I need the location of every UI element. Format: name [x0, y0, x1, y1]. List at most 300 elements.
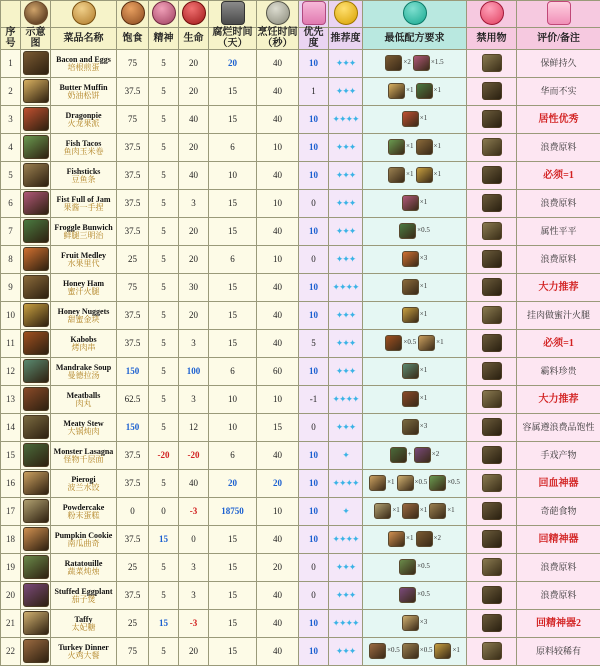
- rot-time-value: 15: [209, 190, 257, 218]
- ingredient: ×3: [402, 419, 427, 435]
- note-text: 回血神器: [517, 470, 600, 498]
- dish-name-cell: [51, 358, 117, 386]
- cook-time-value: 10: [257, 498, 299, 526]
- banned-cell: [467, 190, 517, 218]
- table-row: [1, 134, 600, 162]
- dish-name-cell: [51, 638, 117, 666]
- banned-cell: [467, 582, 517, 610]
- sanity-value: 0: [149, 498, 179, 526]
- table-row: [1, 442, 600, 470]
- sanity-value: -20: [149, 442, 179, 470]
- dish-name-cell: [51, 470, 117, 498]
- dish-name-en: Mandrake Soup: [51, 364, 116, 372]
- health-value: 100: [179, 358, 209, 386]
- clock-icon: [209, 1, 257, 28]
- ingredient: ×1: [416, 83, 441, 99]
- dish-name-cell: [51, 274, 117, 302]
- hunger-value: 37.5: [117, 442, 149, 470]
- ingredient: ×0.5: [397, 475, 428, 491]
- rot-time-value: 10: [209, 162, 257, 190]
- cook-time-value: 40: [257, 302, 299, 330]
- recommend-stars: ✦✦✦: [329, 78, 363, 106]
- row-index: 18: [1, 526, 21, 554]
- header-index: 序号: [1, 28, 21, 50]
- banned-cell: [467, 414, 517, 442]
- recommend-stars: ✦✦✦: [329, 582, 363, 610]
- rot-time-value: 15: [209, 78, 257, 106]
- min-recipe-cell: [363, 498, 467, 526]
- dish-name-cell: [51, 442, 117, 470]
- cross-icon: [467, 1, 517, 28]
- sanity-value: 15: [149, 610, 179, 638]
- banned-cell: [467, 386, 517, 414]
- health-value: 20: [179, 134, 209, 162]
- recommend-stars: ✦✦✦: [329, 302, 363, 330]
- min-recipe-cell: [363, 78, 467, 106]
- cook-time-value: 40: [257, 78, 299, 106]
- cook-time-value: 40: [257, 442, 299, 470]
- row-index: 17: [1, 498, 21, 526]
- table-row: [1, 330, 600, 358]
- note-text: 浪费原料: [517, 246, 600, 274]
- dish-name-en: Pierogi: [51, 476, 116, 484]
- hunger-value: 37.5: [117, 162, 149, 190]
- priority-value: 0: [299, 414, 329, 442]
- header-notes: 评价/备注: [517, 28, 600, 50]
- table-row: [1, 470, 600, 498]
- banned-cell: [467, 554, 517, 582]
- dish-name-cn: 南瓜曲奇: [51, 540, 116, 548]
- table-row: [1, 638, 600, 666]
- recommend-stars: ✦: [329, 442, 363, 470]
- dish-thumbnail: [21, 554, 51, 582]
- priority-value: 0: [299, 246, 329, 274]
- banned-cell: [467, 106, 517, 134]
- dish-name-en: Ratatouille: [51, 560, 116, 568]
- health-value: 20: [179, 50, 209, 78]
- health-value: 3: [179, 190, 209, 218]
- banned-cell: [467, 330, 517, 358]
- cook-time-value: 40: [257, 274, 299, 302]
- dish-thumbnail: [21, 218, 51, 246]
- dish-name-cn: 鲜腿三明治: [51, 232, 116, 240]
- cook-time-value: 20: [257, 470, 299, 498]
- table-row: [1, 498, 600, 526]
- row-index: 5: [1, 162, 21, 190]
- cook-time-value: 60: [257, 358, 299, 386]
- min-recipe-cell: [363, 274, 467, 302]
- ingredient: ×0.5: [429, 475, 460, 491]
- rot-time-value: 15: [209, 106, 257, 134]
- health-value: 0: [179, 526, 209, 554]
- dish-thumbnail: [21, 498, 51, 526]
- priority-value: 10: [299, 358, 329, 386]
- dish-thumbnail: [21, 246, 51, 274]
- dish-name-cell: [51, 190, 117, 218]
- table-row: [1, 554, 600, 582]
- recommend-stars: ✦✦✦✦: [329, 470, 363, 498]
- dish-thumbnail: [21, 358, 51, 386]
- hunger-value: 37.5: [117, 190, 149, 218]
- row-index: 3: [1, 106, 21, 134]
- health-value: 12: [179, 414, 209, 442]
- min-recipe-cell: [363, 386, 467, 414]
- dish-name-cn: 粉末蛋糕: [51, 512, 116, 520]
- cook-time-value: 10: [257, 134, 299, 162]
- min-recipe-cell: [363, 582, 467, 610]
- dish-name-en: Kabobs: [51, 336, 116, 344]
- ingredient: ×1: [434, 643, 459, 659]
- priority-value: -1: [299, 386, 329, 414]
- dish-name-cell: [51, 610, 117, 638]
- sanity-value: 5: [149, 638, 179, 666]
- ingredient: ×3: [402, 251, 427, 267]
- hunger-value: 75: [117, 274, 149, 302]
- rot-time-value: 15: [209, 582, 257, 610]
- rot-time-value: 15: [209, 526, 257, 554]
- sanity-value: 5: [149, 582, 179, 610]
- health-value: 3: [179, 554, 209, 582]
- cook-time-value: 40: [257, 218, 299, 246]
- cook-time-value: 40: [257, 610, 299, 638]
- banned-cell: [467, 498, 517, 526]
- dish-thumbnail: [21, 106, 51, 134]
- row-index: 20: [1, 582, 21, 610]
- rot-time-value: 6: [209, 134, 257, 162]
- table-row: [1, 162, 600, 190]
- header-sanity: 精神: [149, 28, 179, 50]
- min-recipe-cell: [363, 134, 467, 162]
- header-icon-blank: [1, 1, 21, 28]
- skull-icon: [257, 1, 299, 28]
- dish-name-cell: [51, 162, 117, 190]
- rot-time-value: 15: [209, 638, 257, 666]
- sanity-value: 5: [149, 330, 179, 358]
- dish-name-cn: 水果里代: [51, 260, 116, 268]
- banned-cell: [467, 78, 517, 106]
- ingredient: ×1: [369, 475, 394, 491]
- dish-name-en: Pumpkin Cookie: [51, 532, 116, 540]
- row-index: 7: [1, 218, 21, 246]
- dish-name-cn: 蜜汁火腿: [51, 288, 116, 296]
- sanity-value: 5: [149, 386, 179, 414]
- recommend-stars: ✦✦✦: [329, 358, 363, 386]
- dish-name-cn: 甜蜜金块: [51, 316, 116, 324]
- note-text: 居性优秀: [517, 106, 600, 134]
- row-index: 19: [1, 554, 21, 582]
- table-row: [1, 414, 600, 442]
- health-value: 40: [179, 162, 209, 190]
- dish-name-cn: 豆鱼条: [51, 176, 116, 184]
- min-recipe-cell: [363, 330, 467, 358]
- banned-cell: [467, 526, 517, 554]
- dish-name-cn: 果酱一手捏: [51, 204, 116, 212]
- note-text: 属性平平: [517, 218, 600, 246]
- star-icon: [329, 1, 363, 28]
- ingredient: ×0.5: [385, 335, 416, 351]
- dish-name-cn: 烤肉串: [51, 344, 116, 352]
- header-icon-thumbnail: [21, 1, 51, 28]
- priority-value: 1: [299, 78, 329, 106]
- health-value: 20: [179, 246, 209, 274]
- priority-value: 0: [299, 190, 329, 218]
- min-recipe-cell: [363, 414, 467, 442]
- note-text: 浪费原料: [517, 190, 600, 218]
- banned-cell: [467, 274, 517, 302]
- min-recipe-cell: [363, 526, 467, 554]
- hunger-value: 150: [117, 414, 149, 442]
- dish-name-cn: 怪物千层面: [51, 456, 116, 464]
- health-value: 3: [179, 330, 209, 358]
- dish-thumbnail: [21, 414, 51, 442]
- header-icon-row: [1, 1, 600, 28]
- banned-cell: [467, 134, 517, 162]
- note-text: 必须=1: [517, 330, 600, 358]
- rot-time-value: 6: [209, 442, 257, 470]
- dish-name-en: Meatballs: [51, 392, 116, 400]
- hunger-value: 75: [117, 50, 149, 78]
- dish-thumbnail: [21, 162, 51, 190]
- cook-time-value: 40: [257, 162, 299, 190]
- dish-name-en: Meaty Stew: [51, 420, 116, 428]
- rot-time-value: 20: [209, 470, 257, 498]
- dish-name-cn: 茄子煲: [51, 596, 116, 604]
- min-recipe-cell: [363, 470, 467, 498]
- table-row: [1, 78, 600, 106]
- ingredient: ×1: [416, 167, 441, 183]
- ingredient: +: [390, 447, 412, 463]
- health-value: 20: [179, 218, 209, 246]
- priority-value: 10: [299, 106, 329, 134]
- dish-name-en: Bacon and Eggs: [51, 56, 116, 64]
- sanity-value: 5: [149, 470, 179, 498]
- header-priority: 优先度: [299, 28, 329, 50]
- priority-value: 10: [299, 274, 329, 302]
- dish-name-en: Honey Ham: [51, 280, 116, 288]
- health-value: 30: [179, 274, 209, 302]
- ingredient: ×3: [402, 615, 427, 631]
- table-row: [1, 610, 600, 638]
- dish-thumbnail: [21, 582, 51, 610]
- dish-thumbnail: [21, 386, 51, 414]
- sanity-value: 5: [149, 358, 179, 386]
- ingredient: ×1: [402, 111, 427, 127]
- priority-value: 0: [299, 554, 329, 582]
- cook-time-value: 15: [257, 414, 299, 442]
- banned-cell: [467, 442, 517, 470]
- hunger-value: 25: [117, 246, 149, 274]
- ingredient: ×1: [374, 503, 399, 519]
- rot-time-value: 10: [209, 414, 257, 442]
- ingredient: ×1: [388, 531, 413, 547]
- rot-time-value: 20: [209, 50, 257, 78]
- note-text: 浪费原料: [517, 134, 600, 162]
- cook-time-value: 40: [257, 50, 299, 78]
- lock-icon: [299, 1, 329, 28]
- cook-time-value: 40: [257, 330, 299, 358]
- dish-name-cn: 波兰水饺: [51, 484, 116, 492]
- ingredient: ×1.5: [413, 55, 444, 71]
- recommend-stars: ✦✦✦✦: [329, 106, 363, 134]
- cook-time-value: 20: [257, 554, 299, 582]
- min-recipe-cell: [363, 610, 467, 638]
- cook-time-value: 40: [257, 582, 299, 610]
- note-text: 容属遵浪费品饱性: [517, 414, 600, 442]
- recommend-stars: ✦✦✦: [329, 162, 363, 190]
- priority-value: 10: [299, 610, 329, 638]
- cook-time-value: 10: [257, 386, 299, 414]
- dish-name-cell: [51, 498, 117, 526]
- dish-name-cn: 大锅炖肉: [51, 428, 116, 436]
- ingredient: ×1: [402, 195, 427, 211]
- cook-time-value: 40: [257, 638, 299, 666]
- table-row: [1, 218, 600, 246]
- dish-name-cell: [51, 526, 117, 554]
- sanity-value: 5: [149, 162, 179, 190]
- min-recipe-cell: [363, 190, 467, 218]
- dish-name-en: Powdercake: [51, 504, 116, 512]
- hunger-value: 37.5: [117, 78, 149, 106]
- note-text: 霸料珍贵: [517, 358, 600, 386]
- recommend-stars: ✦✦✦: [329, 414, 363, 442]
- table-row: [1, 582, 600, 610]
- note-text: 回精神器2: [517, 610, 600, 638]
- row-index: 14: [1, 414, 21, 442]
- priority-value: 5: [299, 330, 329, 358]
- health-value: -20: [179, 442, 209, 470]
- sanity-value: 5: [149, 106, 179, 134]
- row-index: 16: [1, 470, 21, 498]
- cook-time-value: 10: [257, 246, 299, 274]
- sanity-value: 5: [149, 190, 179, 218]
- note-text: 浪费原料: [517, 582, 600, 610]
- ingredient: ×2: [414, 447, 439, 463]
- dish-name-cell: [51, 134, 117, 162]
- dish-thumbnail: [21, 330, 51, 358]
- min-recipe-cell: [363, 162, 467, 190]
- ingredient: ×0.5: [369, 643, 400, 659]
- cook-time-value: 40: [257, 526, 299, 554]
- health-value: 3: [179, 582, 209, 610]
- header-label-row: [1, 28, 600, 50]
- hunger-value: 37.5: [117, 470, 149, 498]
- ingredient: ×1: [402, 391, 427, 407]
- row-index: 11: [1, 330, 21, 358]
- dish-name-cn: 奶油松饼: [51, 92, 116, 100]
- rot-time-value: 6: [209, 358, 257, 386]
- health-value: 3: [179, 386, 209, 414]
- banned-cell: [467, 358, 517, 386]
- sanity-value: 5: [149, 78, 179, 106]
- banned-cell: [467, 50, 517, 78]
- table-row: [1, 246, 600, 274]
- table-row: [1, 190, 600, 218]
- dish-thumbnail: [21, 50, 51, 78]
- heart-icon: [179, 1, 209, 28]
- ingredient: ×1: [388, 167, 413, 183]
- row-index: 13: [1, 386, 21, 414]
- row-index: 4: [1, 134, 21, 162]
- hunger-value: 75: [117, 106, 149, 134]
- note-text: 挂肉做蜜汁火腿: [517, 302, 600, 330]
- min-recipe-cell: [363, 106, 467, 134]
- min-recipe-cell: [363, 302, 467, 330]
- table-row: [1, 386, 600, 414]
- row-index: 2: [1, 78, 21, 106]
- header-thumbnail: 示意图: [21, 28, 51, 50]
- dish-thumbnail: [21, 302, 51, 330]
- dish-name-en: Fist Full of Jam: [51, 196, 116, 204]
- hunger-value: 37.5: [117, 330, 149, 358]
- dish-name-en: Stuffed Eggplant: [51, 588, 116, 596]
- header-cook-time: 烹饪时间（秒）: [257, 28, 299, 50]
- row-index: 12: [1, 358, 21, 386]
- priority-value: 10: [299, 526, 329, 554]
- banned-cell: [467, 246, 517, 274]
- sanity-value: 15: [149, 526, 179, 554]
- dish-name-cn: 肉丸: [51, 400, 116, 408]
- priority-value: 10: [299, 442, 329, 470]
- dish-name-en: Fruit Medley: [51, 252, 116, 260]
- health-value: -3: [179, 610, 209, 638]
- scroll-icon: [517, 1, 600, 28]
- header-min-recipe: 最低配方要求: [363, 28, 467, 50]
- priority-value: 10: [299, 470, 329, 498]
- dish-thumbnail: [21, 274, 51, 302]
- ingredient: ×1: [402, 363, 427, 379]
- hunger-value: 37.5: [117, 134, 149, 162]
- rot-time-value: 6: [209, 246, 257, 274]
- ingredient: ×1: [418, 335, 443, 351]
- ingredient: ×1: [388, 139, 413, 155]
- dish-name-cn: 曼德拉汤: [51, 372, 116, 380]
- dish-name-cell: [51, 218, 117, 246]
- sanity-value: 5: [149, 554, 179, 582]
- dish-name-en: Taffy: [51, 616, 116, 624]
- ingredient: ×1: [402, 279, 427, 295]
- note-text: 奇葩食物: [517, 498, 600, 526]
- dish-name-en: Fish Tacos: [51, 140, 116, 148]
- table-row: [1, 358, 600, 386]
- priority-value: 10: [299, 50, 329, 78]
- dish-name-cell: [51, 330, 117, 358]
- table-row: [1, 106, 600, 134]
- dish-name-en: Froggle Bunwich: [51, 224, 116, 232]
- hunger-value: 0: [117, 498, 149, 526]
- row-index: 8: [1, 246, 21, 274]
- min-recipe-cell: [363, 442, 467, 470]
- table-row: [1, 274, 600, 302]
- ingredient: ×1: [402, 503, 427, 519]
- recommend-stars: ✦✦✦✦: [329, 526, 363, 554]
- ingredient: ×1: [402, 307, 427, 323]
- recommend-stars: ✦✦✦: [329, 218, 363, 246]
- banned-cell: [467, 470, 517, 498]
- row-index: 1: [1, 50, 21, 78]
- hunger-value: 37.5: [117, 218, 149, 246]
- priority-value: 10: [299, 218, 329, 246]
- rot-time-value: 15: [209, 302, 257, 330]
- recommend-stars: ✦✦✦✦: [329, 386, 363, 414]
- row-index: 9: [1, 274, 21, 302]
- header-dish-name: 菜品名称: [51, 28, 117, 50]
- banned-cell: [467, 302, 517, 330]
- sanity-value: 5: [149, 414, 179, 442]
- recommend-stars: ✦✦✦✦: [329, 274, 363, 302]
- priority-value: 0: [299, 582, 329, 610]
- rot-time-value: 15: [209, 610, 257, 638]
- ingredient: ×2: [385, 55, 410, 71]
